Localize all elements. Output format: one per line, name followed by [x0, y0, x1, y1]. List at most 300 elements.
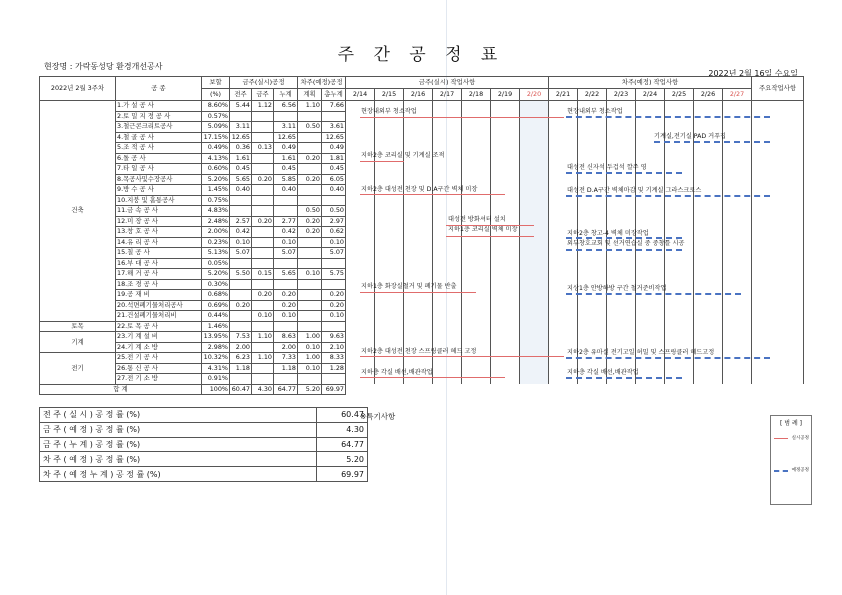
row-n — [298, 132, 322, 143]
gantt-cell — [520, 185, 549, 196]
row-item: 18.조 경 공 사 — [116, 279, 202, 290]
gantt-cell — [694, 311, 723, 322]
row-w: 0.57% — [202, 111, 230, 122]
row-item: 15.칠 공 사 — [116, 248, 202, 259]
gantt-cell — [665, 101, 694, 112]
gantt-cell — [723, 185, 752, 196]
gantt-cell — [665, 216, 694, 227]
gantt-cell — [723, 269, 752, 280]
row-p: 0.36 — [230, 143, 252, 154]
gantt-cell — [462, 153, 491, 164]
gantt-cell — [491, 290, 520, 301]
gantt-cell — [520, 132, 549, 143]
gantt-cell — [723, 321, 752, 332]
gantt-cell — [752, 143, 804, 154]
row-tc: 2.97 — [322, 216, 346, 227]
row-item: 23.기 계 설 비 — [116, 332, 202, 343]
row-item: 22.토 목 공 사 — [116, 321, 202, 332]
gantt-cell — [404, 174, 433, 185]
work-header: 공 종 — [116, 77, 202, 101]
row-n: 0.10 — [298, 269, 322, 280]
gantt-cell — [665, 332, 694, 343]
row-n — [298, 111, 322, 122]
schedule-row — [40, 300, 804, 311]
gantt-cell — [346, 195, 375, 206]
row-c: 0.42 — [274, 227, 298, 238]
gantt-cell — [520, 269, 549, 280]
gantt-cell — [433, 363, 462, 374]
row-c — [274, 258, 298, 269]
row-tc: 9.63 — [322, 332, 346, 343]
row-p — [230, 111, 252, 122]
row-t — [252, 237, 274, 248]
row-w: 0.44% — [202, 311, 230, 322]
gantt-cell — [433, 132, 462, 143]
gantt-cell — [404, 321, 433, 332]
row-p: 5.50 — [230, 269, 252, 280]
row-w: 0.05% — [202, 258, 230, 269]
next-note-da-finish: 대성전 D.A구간 벽체마감 및 기계실 그라스크로스 — [567, 187, 702, 194]
actual-bar — [360, 194, 505, 195]
plan-header: 계획 — [298, 89, 322, 101]
schedule-row — [40, 237, 804, 248]
gantt-cell — [520, 164, 549, 175]
row-t — [252, 248, 274, 259]
gantt-cell — [491, 248, 520, 259]
row-n: 0.50 — [298, 122, 322, 133]
row-c: 5.85 — [274, 174, 298, 185]
gantt-cell — [752, 269, 804, 280]
gantt-cell — [346, 227, 375, 238]
total-weight: 100% — [202, 384, 230, 395]
this-note-b1-plaster: 지하1층 코리실 벽체 미장 — [448, 226, 518, 233]
gantt-cell — [752, 174, 804, 185]
gantt-cell — [346, 321, 375, 332]
gantt-cell — [346, 122, 375, 133]
summary-value: 64.77 — [317, 437, 368, 452]
row-tc — [322, 258, 346, 269]
gantt-cell — [752, 164, 804, 175]
row-tc: 2.10 — [322, 342, 346, 353]
row-c: 0.10 — [274, 311, 298, 322]
gantt-cell — [491, 195, 520, 206]
gantt-cell — [462, 143, 491, 154]
row-t — [252, 279, 274, 290]
total-this: 4.30 — [252, 384, 274, 395]
row-w: 0.68% — [202, 290, 230, 301]
row-p: 0.40 — [230, 185, 252, 196]
row-w: 17.15% — [202, 132, 230, 143]
gantt-cell — [752, 153, 804, 164]
gantt-cell — [462, 174, 491, 185]
gantt-cell — [723, 122, 752, 133]
day-this-5: 2/19 — [491, 89, 520, 101]
gantt-cell — [549, 311, 578, 322]
gantt-cell — [752, 279, 804, 290]
gantt-cell — [694, 227, 723, 238]
row-tc: 1.28 — [322, 363, 346, 374]
row-n: 1.00 — [298, 332, 322, 343]
row-t — [252, 227, 274, 238]
row-c: 5.07 — [274, 248, 298, 259]
row-c: 0.49 — [274, 143, 298, 154]
gantt-cell — [433, 332, 462, 343]
row-n — [298, 311, 322, 322]
summary-label: 금 주 ( 누 계 ) 공 정 률 (%) — [40, 437, 317, 452]
gantt-cell — [462, 237, 491, 248]
row-w: 4.31% — [202, 363, 230, 374]
category-mech: 기계 — [40, 332, 116, 353]
gantt-cell — [462, 321, 491, 332]
row-tc: 6.05 — [322, 174, 346, 185]
gantt-cell — [520, 374, 549, 385]
summary-row — [40, 422, 368, 437]
row-tc: 12.65 — [322, 132, 346, 143]
row-tc — [322, 374, 346, 385]
gantt-cell — [375, 122, 404, 133]
gantt-cell — [491, 342, 520, 353]
row-w: 1.46% — [202, 321, 230, 332]
gantt-cell — [433, 164, 462, 175]
row-tc: 0.20 — [322, 290, 346, 301]
total-next: 5.20 — [298, 384, 322, 395]
gantt-cell — [752, 363, 804, 374]
this-note-sprinkler: 지하2층 대성전 천장 스프링클러 헤드 고정 — [361, 348, 477, 355]
gantt-cell — [491, 132, 520, 143]
gantt-cell — [491, 300, 520, 311]
gantt-cell — [433, 174, 462, 185]
gantt-cell — [723, 227, 752, 238]
gantt-cell — [491, 164, 520, 175]
gantt-cell — [404, 258, 433, 269]
schedule-row — [40, 332, 804, 343]
gantt-cell — [491, 363, 520, 374]
schedule-row — [40, 227, 804, 238]
gantt-cell — [578, 206, 607, 217]
row-w: 0.30% — [202, 279, 230, 290]
gantt-cell — [752, 216, 804, 227]
gantt-cell — [404, 311, 433, 322]
row-tc: 5.07 — [322, 248, 346, 259]
gantt-cell — [723, 332, 752, 343]
gantt-cell — [375, 227, 404, 238]
actual-bar — [360, 292, 476, 293]
schedule-row — [40, 258, 804, 269]
summary-label: 전 주 ( 실 시 ) 공 정 률 (%) — [40, 408, 317, 423]
day-this-0: 2/14 — [346, 89, 375, 101]
row-w: 0.60% — [202, 164, 230, 175]
planned-bar — [566, 116, 770, 118]
gantt-cell — [752, 300, 804, 311]
gantt-cell — [549, 321, 578, 332]
row-tc — [322, 111, 346, 122]
gantt-cell — [694, 258, 723, 269]
row-p — [230, 374, 252, 385]
gantt-cell — [723, 363, 752, 374]
gantt-cell — [752, 248, 804, 259]
row-tc — [322, 279, 346, 290]
gantt-cell — [752, 122, 804, 133]
actual-bar — [446, 225, 534, 226]
row-c: 0.10 — [274, 237, 298, 248]
row-p: 6.23 — [230, 353, 252, 364]
row-n — [298, 290, 322, 301]
row-tc — [322, 321, 346, 332]
gantt-cell — [404, 216, 433, 227]
row-t — [252, 132, 274, 143]
next-week-tasks-header: 차주(예정) 작업사항 — [549, 77, 752, 89]
row-w: 2.00% — [202, 227, 230, 238]
row-item: 24.기 계 소 방 — [116, 342, 202, 353]
gantt-cell — [694, 143, 723, 154]
row-w: 2.48% — [202, 216, 230, 227]
category-building: 건축 — [40, 101, 116, 322]
gantt-cell — [404, 206, 433, 217]
row-c: 0.20 — [274, 300, 298, 311]
gantt-cell — [491, 374, 520, 385]
row-tc — [322, 195, 346, 206]
row-n: 0.20 — [298, 153, 322, 164]
row-n: 0.10 — [298, 363, 322, 374]
row-n: 0.20 — [298, 216, 322, 227]
gantt-cell — [723, 342, 752, 353]
row-c: 8.63 — [274, 332, 298, 343]
row-p: 0.45 — [230, 164, 252, 175]
gantt-cell — [462, 164, 491, 175]
gantt-cell — [665, 206, 694, 217]
gantt-cell — [346, 269, 375, 280]
row-c — [274, 374, 298, 385]
category-elec: 전기 — [40, 353, 116, 385]
gantt-cell — [462, 279, 491, 290]
gantt-cell — [433, 122, 462, 133]
row-p: 2.57 — [230, 216, 252, 227]
gantt-cell — [665, 279, 694, 290]
gantt-cell — [433, 101, 462, 112]
day-next-4: 2/25 — [665, 89, 694, 101]
site-name: 현장명 : 가락동성당 환경개선공사 — [44, 62, 163, 71]
row-n — [298, 164, 322, 175]
row-n — [298, 258, 322, 269]
row-c: 5.65 — [274, 269, 298, 280]
gantt-cell — [520, 143, 549, 154]
gantt-cell — [694, 101, 723, 112]
gantt-cell — [636, 321, 665, 332]
legend-actual-label: 실시공정 — [791, 436, 809, 441]
gantt-cell — [433, 258, 462, 269]
gantt-cell — [375, 248, 404, 259]
total-total-cum: 69.97 — [322, 384, 346, 395]
gantt-cell — [520, 122, 549, 133]
gantt-cell — [752, 227, 804, 238]
row-n: 0.10 — [298, 342, 322, 353]
row-n — [298, 374, 322, 385]
row-w: 8.60% — [202, 101, 230, 112]
day-next-2: 2/23 — [607, 89, 636, 101]
gantt-cell — [375, 132, 404, 143]
row-w: 0.49% — [202, 143, 230, 154]
gantt-cell — [578, 321, 607, 332]
gantt-cell — [636, 332, 665, 343]
row-t — [252, 363, 274, 374]
gantt-cell — [723, 279, 752, 290]
row-w: 5.20% — [202, 269, 230, 280]
gantt-cell — [607, 216, 636, 227]
legend-box — [770, 415, 812, 505]
gantt-cell — [346, 248, 375, 259]
gantt-cell — [752, 206, 804, 217]
schedule-row — [40, 174, 804, 185]
row-p: 0.42 — [230, 227, 252, 238]
gantt-cell — [346, 132, 375, 143]
next-note-window: 외부창호교회 및 선거연습실 중 중창틀 시공 — [567, 240, 685, 247]
gantt-cell — [549, 132, 578, 143]
main-tasks-header: 주요작업사항 — [752, 77, 804, 101]
row-item: 2.토 밀 지 정 공 사 — [116, 111, 202, 122]
gantt-cell — [723, 153, 752, 164]
this-note-cleaning: 현장내외부 청소작업 — [361, 108, 417, 115]
gantt-cell — [578, 132, 607, 143]
planned-bar — [566, 237, 682, 239]
gantt-cell — [752, 237, 804, 248]
gantt-cell — [636, 206, 665, 217]
gantt-cell — [491, 353, 520, 364]
gantt-cell — [578, 300, 607, 311]
row-n — [298, 279, 322, 290]
schedule-row — [40, 164, 804, 175]
gantt-cell — [375, 164, 404, 175]
row-n — [298, 248, 322, 259]
planned-bar — [566, 249, 682, 251]
schedule-row — [40, 248, 804, 259]
gantt-cell — [752, 332, 804, 343]
gantt-cell — [375, 258, 404, 269]
gantt-cell — [578, 143, 607, 154]
gantt-cell — [520, 153, 549, 164]
gantt-cell — [404, 300, 433, 311]
gantt-cell — [404, 227, 433, 238]
row-t — [252, 206, 274, 217]
special-notes-label: ※특기사항 — [360, 412, 396, 421]
row-n — [298, 195, 322, 206]
row-w: 13.95% — [202, 332, 230, 343]
gantt-cell — [346, 237, 375, 248]
gantt-cell — [491, 258, 520, 269]
row-tc: 1.81 — [322, 153, 346, 164]
day-this-1: 2/15 — [375, 89, 404, 101]
gantt-cell — [694, 153, 723, 164]
gantt-cell — [607, 132, 636, 143]
gantt-cell — [462, 122, 491, 133]
schedule-row — [40, 216, 804, 227]
gantt-cell — [752, 321, 804, 332]
gantt-cell — [694, 174, 723, 185]
row-t — [252, 164, 274, 175]
gantt-cell — [520, 332, 549, 343]
gantt-cell — [404, 237, 433, 248]
row-item: 16.부 대 공 사 — [116, 258, 202, 269]
gantt-cell — [491, 122, 520, 133]
row-c: 2.77 — [274, 216, 298, 227]
summary-table — [39, 407, 368, 482]
gantt-cell — [520, 311, 549, 322]
gantt-cell — [346, 311, 375, 322]
gantt-cell — [578, 269, 607, 280]
total-cum-header: 총누계 — [322, 89, 346, 101]
this-note-b2-plaster: 지하2층 대성전 천장 및 D.A구간 벽체 미장 — [361, 186, 478, 193]
gantt-cell — [694, 363, 723, 374]
gantt-cell — [752, 311, 804, 322]
gantt-cell — [752, 290, 804, 301]
next-note-cleaning: 현장내외부 청소작업 — [567, 108, 623, 115]
gantt-cell — [491, 279, 520, 290]
row-item: 27.전 기 소 방 — [116, 374, 202, 385]
gantt-cell — [433, 237, 462, 248]
gantt-cell — [636, 269, 665, 280]
gantt-cell — [433, 311, 462, 322]
row-w: 5.20% — [202, 174, 230, 185]
gantt-cell — [462, 258, 491, 269]
gantt-cell — [665, 321, 694, 332]
gantt-cell — [520, 321, 549, 332]
this-note-b1-demolition: 지하1층 화장실철거 및 폐기물 반출 — [361, 283, 457, 290]
schedule-row — [40, 321, 804, 332]
weight-header: 보할 — [202, 77, 230, 89]
row-tc: 0.10 — [322, 237, 346, 248]
row-t: 0.13 — [252, 143, 274, 154]
row-item: 4.철 골 공 사 — [116, 132, 202, 143]
gantt-cell — [665, 143, 694, 154]
gantt-cell — [607, 311, 636, 322]
row-p: 1.61 — [230, 153, 252, 164]
row-t: 0.20 — [252, 290, 274, 301]
gantt-cell — [375, 311, 404, 322]
row-t — [252, 258, 274, 269]
gantt-cell — [723, 101, 752, 112]
gantt-cell — [694, 237, 723, 248]
day-this-6: 2/20 — [520, 89, 549, 101]
row-item: 7.타 일 공 사 — [116, 164, 202, 175]
planned-bar — [566, 195, 770, 197]
planned-bar — [566, 172, 682, 174]
gantt-cell — [665, 153, 694, 164]
gantt-cell — [462, 101, 491, 112]
row-item: 13.창 호 공 사 — [116, 227, 202, 238]
gantt-cell — [520, 206, 549, 217]
summary-value: 60.47 — [317, 408, 368, 423]
row-t — [252, 122, 274, 133]
gantt-cell — [723, 311, 752, 322]
row-p: 0.20 — [230, 300, 252, 311]
gantt-cell — [433, 300, 462, 311]
gantt-cell — [723, 237, 752, 248]
row-item: 9.방 수 공 사 — [116, 185, 202, 196]
summary-value: 5.20 — [317, 452, 368, 467]
row-p: 12.65 — [230, 132, 252, 143]
gantt-cell — [723, 216, 752, 227]
gantt-cell — [375, 300, 404, 311]
gantt-cell — [578, 174, 607, 185]
row-n: 0.20 — [298, 174, 322, 185]
row-tc: 0.49 — [322, 143, 346, 154]
row-p — [230, 311, 252, 322]
row-c — [274, 111, 298, 122]
schedule-row — [40, 311, 804, 322]
prev-header: 전주 — [230, 89, 252, 101]
day-next-6: 2/27 — [723, 89, 752, 101]
row-tc: 0.50 — [322, 206, 346, 217]
total-cum: 64.77 — [274, 384, 298, 395]
